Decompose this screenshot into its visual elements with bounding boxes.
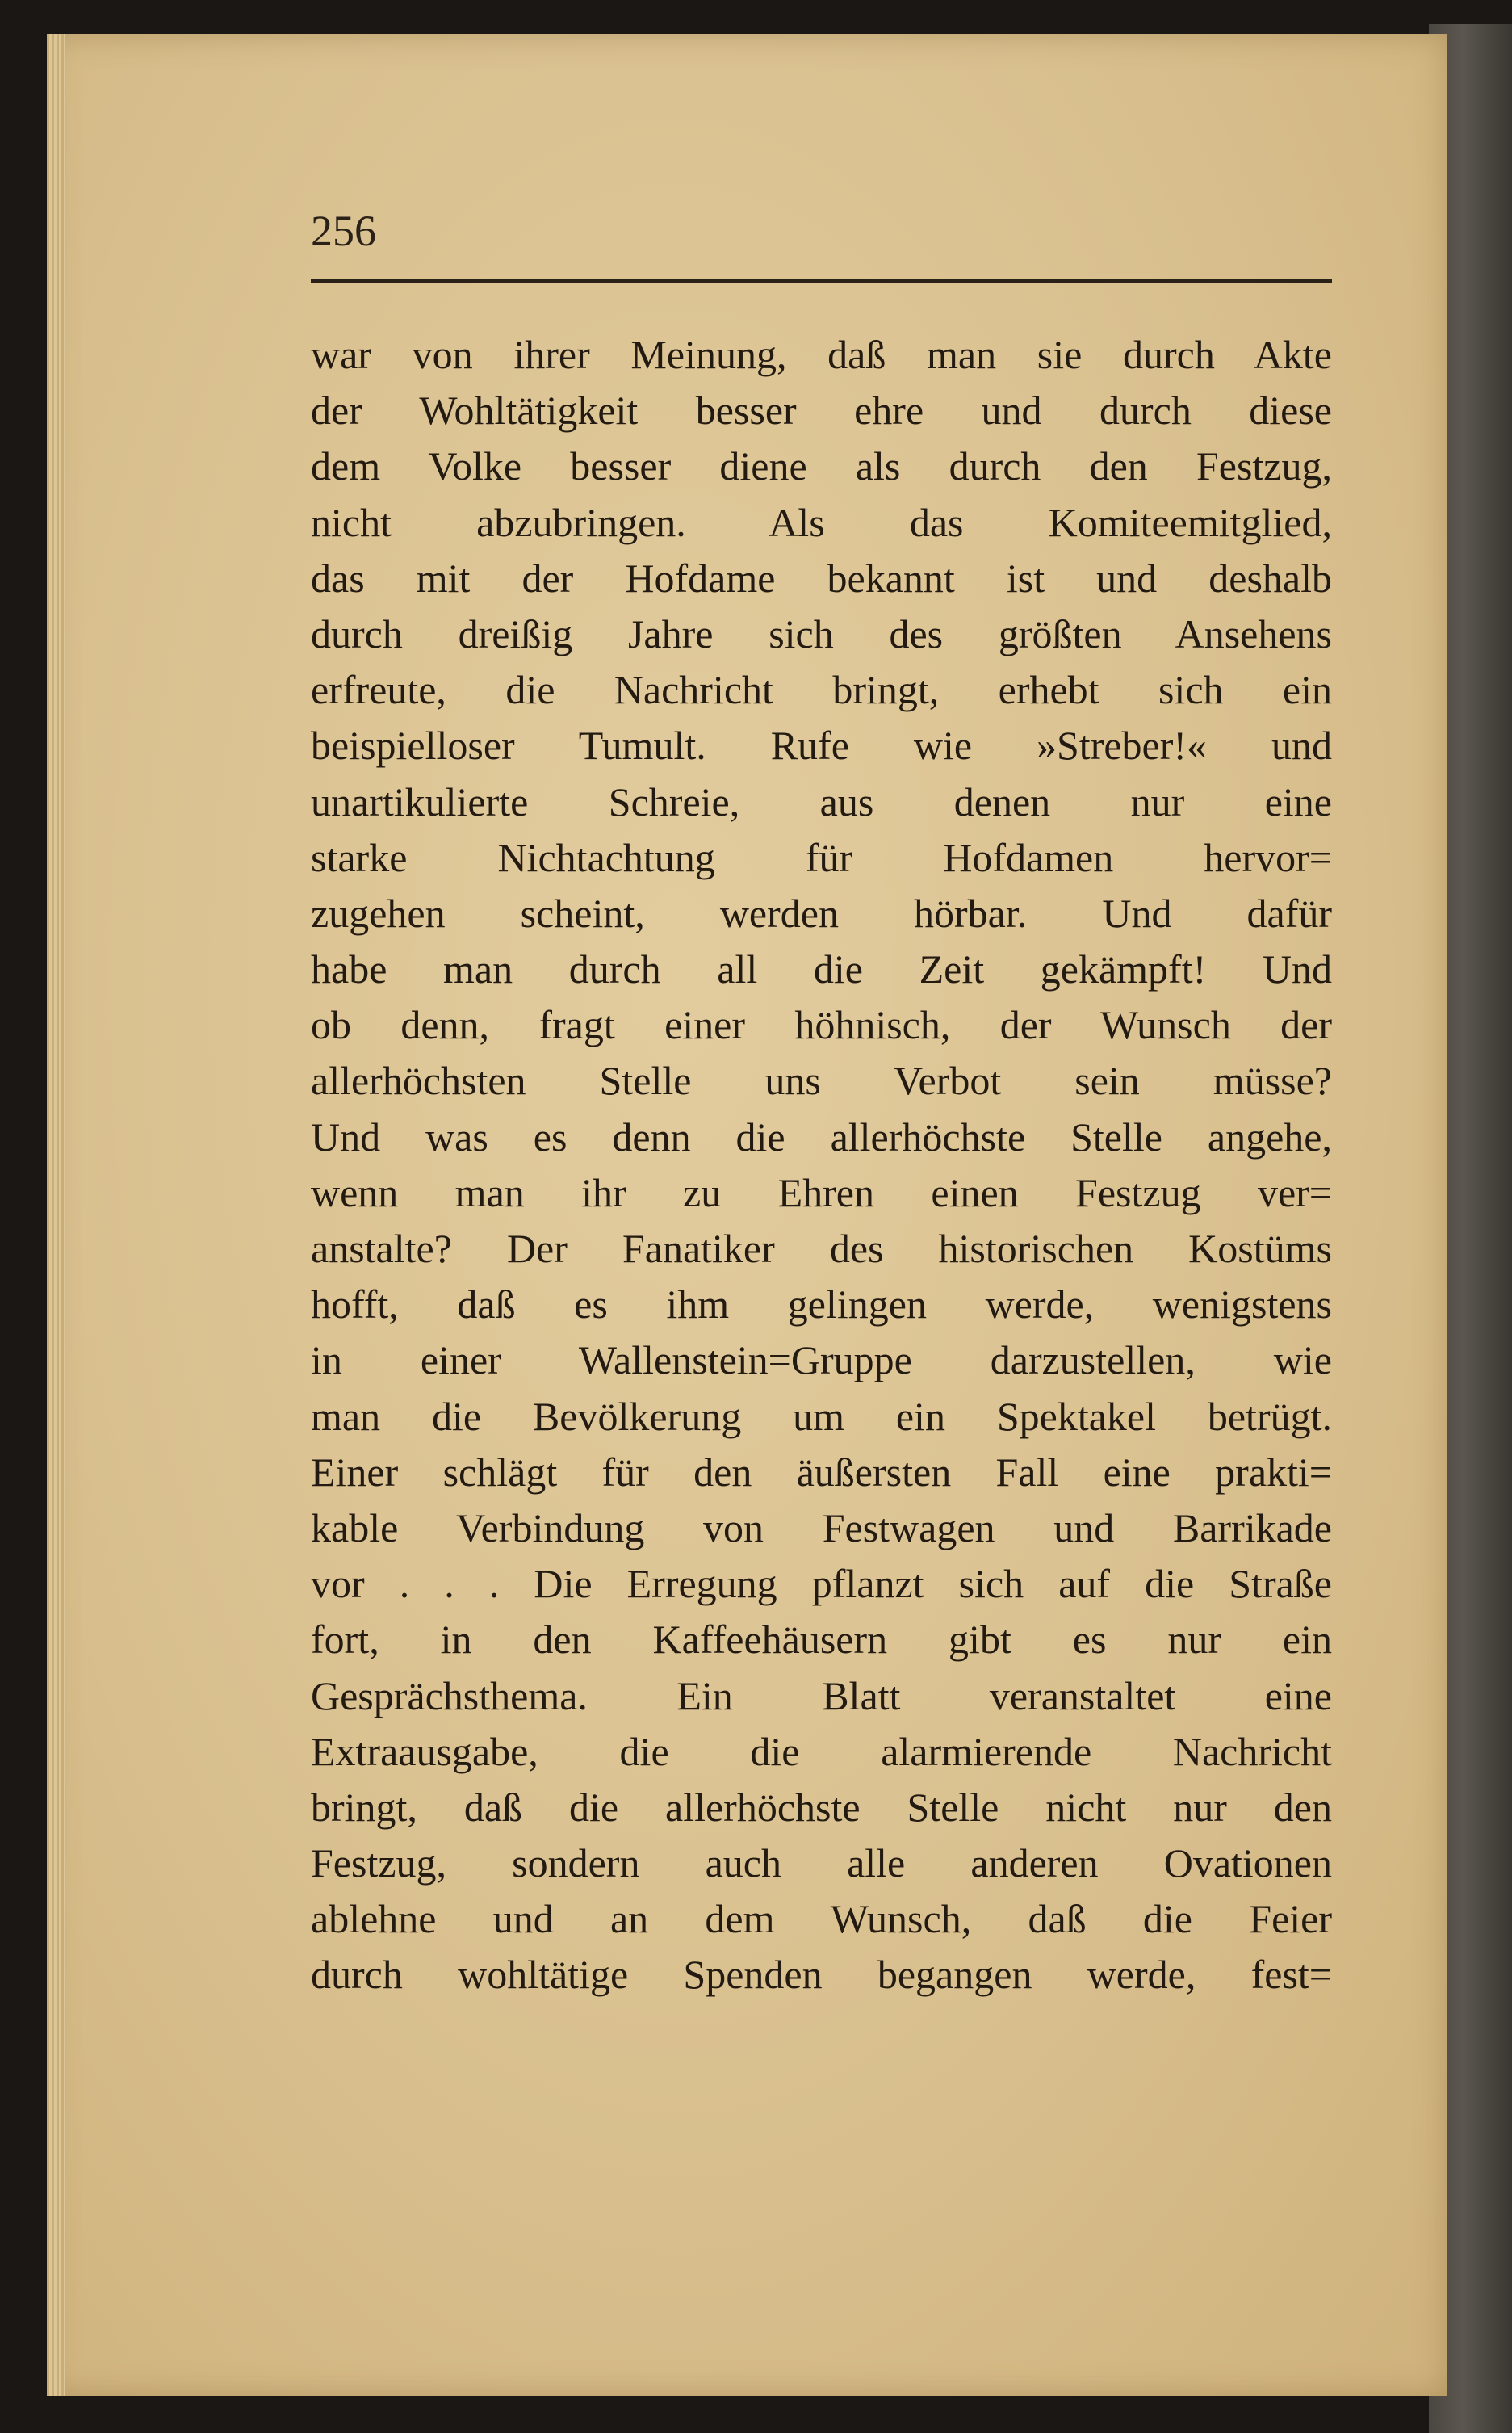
text-line: ob denn, fragt einer höhnisch, der Wunsch der xyxy=(311,1002,1332,1048)
text-line: hofft, daß es ihm gelingen werde, wenigstens xyxy=(311,1282,1332,1328)
text-line: habe man durch all die Zeit gekämpft! Und xyxy=(311,946,1332,992)
page-number: 256 xyxy=(311,207,376,255)
text-line: erfreute, die Nachricht bringt, erhebt sich ein xyxy=(311,667,1332,713)
body-text xyxy=(311,327,1332,2003)
text-line: Gesprächsthema. Ein Blatt veranstaltet eine xyxy=(311,1672,1332,1718)
text-line: bringt, daß die allerhöchste Stelle nicht nur den xyxy=(311,1784,1332,1830)
text-line: in einer Wallenstein=Gruppe darzustellen, wie xyxy=(311,1337,1332,1383)
text-line: Festzug, sondern auch alle anderen Ovationen xyxy=(311,1840,1332,1886)
text-line: kable Verbindung von Festwagen und Barrikade xyxy=(311,1504,1332,1550)
text-line: starke Nichtachtung für Hofdamen hervor= xyxy=(311,834,1332,880)
text-line: durch wohltätige Spenden begangen werde, fest= xyxy=(311,1952,1332,1998)
text-line: unartikulierte Schreie, aus denen nur eine xyxy=(311,778,1332,824)
text-line: nicht abzubringen. Als das Komiteemitglied, xyxy=(311,499,1332,545)
text-line: fort, in den Kaffeehäusern gibt es nur ein xyxy=(311,1617,1332,1663)
text-line: der Wohltätigkeit besser ehre und durch diese xyxy=(311,388,1332,434)
text-line: das mit der Hofdame bekannt ist und deshalb xyxy=(311,555,1332,601)
text-line: Und was es denn die allerhöchste Stelle angehe, xyxy=(311,1114,1332,1160)
text-line: Extraausgabe, die die alarmierende Nachricht xyxy=(311,1728,1332,1774)
text-line: Einer schlägt für den äußersten Fall eine prakti= xyxy=(311,1449,1332,1495)
text-line: durch dreißig Jahre sich des größten Ansehens xyxy=(311,610,1332,656)
page-edge xyxy=(47,34,65,2396)
text-line: zugehen scheint, werden hörbar. Und dafür xyxy=(311,890,1332,936)
text-line: beispielloser Tumult. Rufe wie »Streber!« und xyxy=(311,723,1332,769)
text-line: war von ihrer Meinung, daß man sie durch Akte xyxy=(311,332,1332,377)
text-line: dem Volke besser diene als durch den Festzug, xyxy=(311,443,1332,489)
text-line: ablehne und an dem Wunsch, daß die Feier xyxy=(311,1896,1332,1942)
text-line: man die Bevölkerung um ein Spektakel betrügt. xyxy=(311,1393,1332,1439)
text-line: vor . . . Die Erregung pflanzt sich auf die Straße xyxy=(311,1561,1332,1607)
text-line: anstalte? Der Fanatiker des historischen Kostüms xyxy=(311,1226,1332,1271)
text-line: wenn man ihr zu Ehren einen Festzug ver= xyxy=(311,1169,1332,1215)
header-rule xyxy=(311,279,1332,283)
text-line: allerhöchsten Stelle uns Verbot sein müsse? xyxy=(311,1058,1332,1104)
